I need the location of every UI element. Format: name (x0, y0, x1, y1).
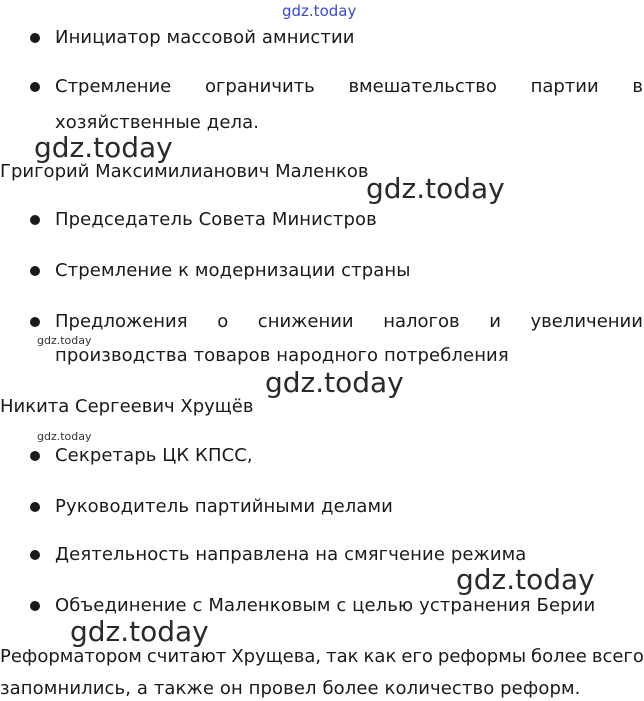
paragraph-line: запомнились, а также он провел более количество реформ. (0, 678, 581, 699)
list-item-justified (55, 76, 643, 98)
list-item: Инициатор массовой амнистии (55, 27, 355, 48)
word: ограничить (204, 76, 315, 97)
section-heading: Григорий Максимилианович Маленков (0, 161, 369, 182)
word: более (531, 646, 587, 667)
bullet-icon (30, 266, 40, 276)
list-item-continuation: производства товаров народного потребления (55, 345, 509, 366)
list-item-continuation: хозяйственные дела. (55, 112, 260, 133)
list-item: Руководитель партийными делами (55, 496, 393, 517)
paragraph-line-justified (0, 646, 644, 668)
word: вмешательство (348, 76, 497, 97)
word: реформы (437, 646, 527, 667)
list-item: Председатель Совета Министров (55, 209, 377, 230)
bullet-icon (30, 601, 40, 611)
word: в (632, 76, 643, 97)
word: и (489, 311, 501, 332)
watermark: gdz.today (70, 615, 209, 648)
word: Стремление (55, 76, 172, 97)
bullet-icon (30, 451, 40, 461)
word: Предложения (55, 311, 188, 332)
bullet-icon (30, 82, 40, 92)
word: о (217, 311, 229, 332)
word: всего (591, 646, 644, 667)
watermark: gdz.today (34, 131, 173, 164)
word: налогов (383, 311, 460, 332)
word: Реформатором (0, 646, 142, 667)
word: считают (146, 646, 227, 667)
list-item-justified (55, 311, 643, 333)
watermark: gdz.today (37, 430, 92, 443)
watermark: gdz.today (265, 366, 404, 399)
word: как (363, 646, 397, 667)
bullet-icon (30, 317, 40, 327)
word: снижении (257, 311, 354, 332)
word: его (401, 646, 433, 667)
list-item: Секретарь ЦК КПСС, (55, 445, 253, 466)
word: увеличении (530, 311, 643, 332)
watermark: gdz.today (456, 563, 595, 596)
bullet-icon (30, 550, 40, 560)
bullet-icon (30, 33, 40, 43)
list-item: Стремление к модернизации страны (55, 260, 411, 281)
bullet-icon (30, 502, 40, 512)
watermark: gdz.today (366, 172, 505, 205)
list-item: Объединение с Маленковым с целью устранения Берии (55, 595, 596, 616)
word: партии (530, 76, 599, 97)
word: Хрущева, (231, 646, 322, 667)
word: так (326, 646, 359, 667)
bullet-icon (30, 215, 40, 225)
section-heading: Никита Сергеевич Хрущёв (0, 396, 254, 417)
list-item: Деятельность направлена на смягчение режима (55, 544, 527, 565)
watermark-top: gdz.today (282, 2, 357, 20)
watermark: gdz.today (37, 334, 92, 347)
